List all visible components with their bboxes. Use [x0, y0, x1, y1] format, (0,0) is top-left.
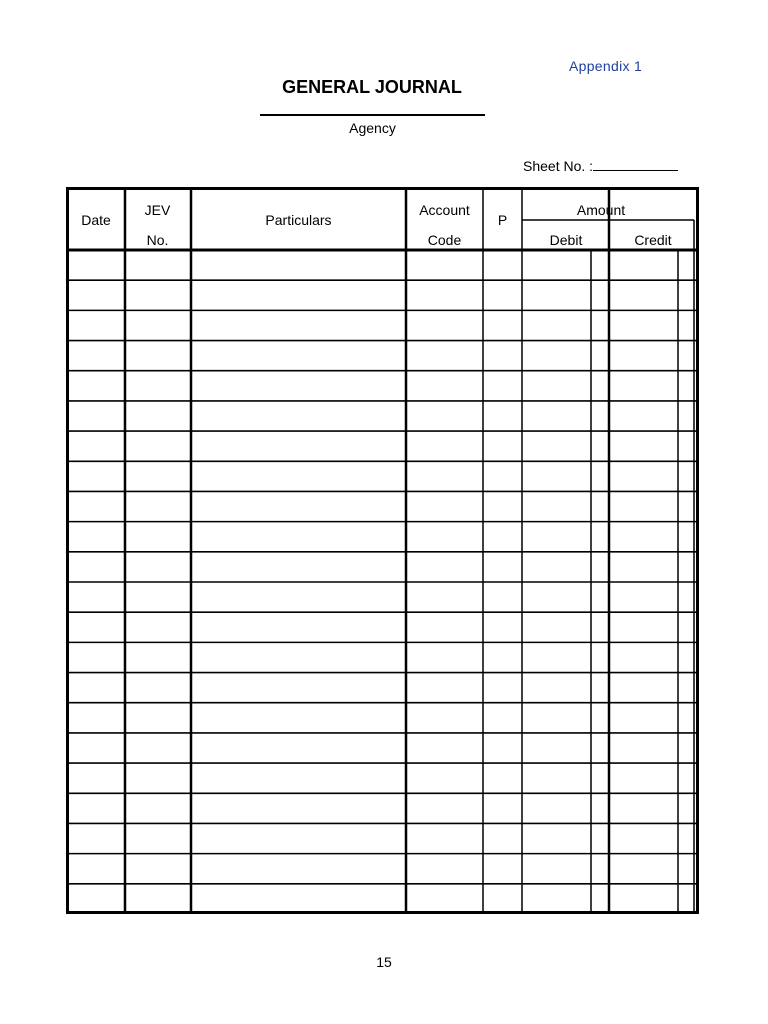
appendix-label: Appendix 1: [569, 58, 643, 74]
agency-blank-line: [260, 114, 485, 116]
header-account-code-bottom: Code: [427, 232, 462, 248]
header-credit: Credit: [634, 232, 672, 248]
journal-table: [66, 187, 699, 914]
header-jev-no-top: JEV: [144, 202, 171, 218]
page-number: 15: [376, 954, 392, 970]
header-posting-ref: P: [497, 212, 508, 228]
agency-label: Agency: [349, 120, 396, 136]
sheet-number-label: Sheet No. :: [523, 158, 594, 174]
header-account-code-top: Account: [419, 202, 470, 218]
header-debit: Debit: [549, 232, 583, 248]
sheet-number-blank: [593, 157, 678, 171]
page-title: GENERAL JOURNAL: [282, 77, 462, 97]
journal-grid: [66, 187, 699, 914]
header-amount: Amount: [576, 202, 626, 218]
sheet-number-field: [523, 157, 678, 174]
header-jev-no-bottom: No.: [146, 232, 169, 248]
header-date: Date: [81, 212, 111, 228]
table-border: [68, 189, 698, 913]
header-particulars: Particulars: [265, 212, 332, 228]
